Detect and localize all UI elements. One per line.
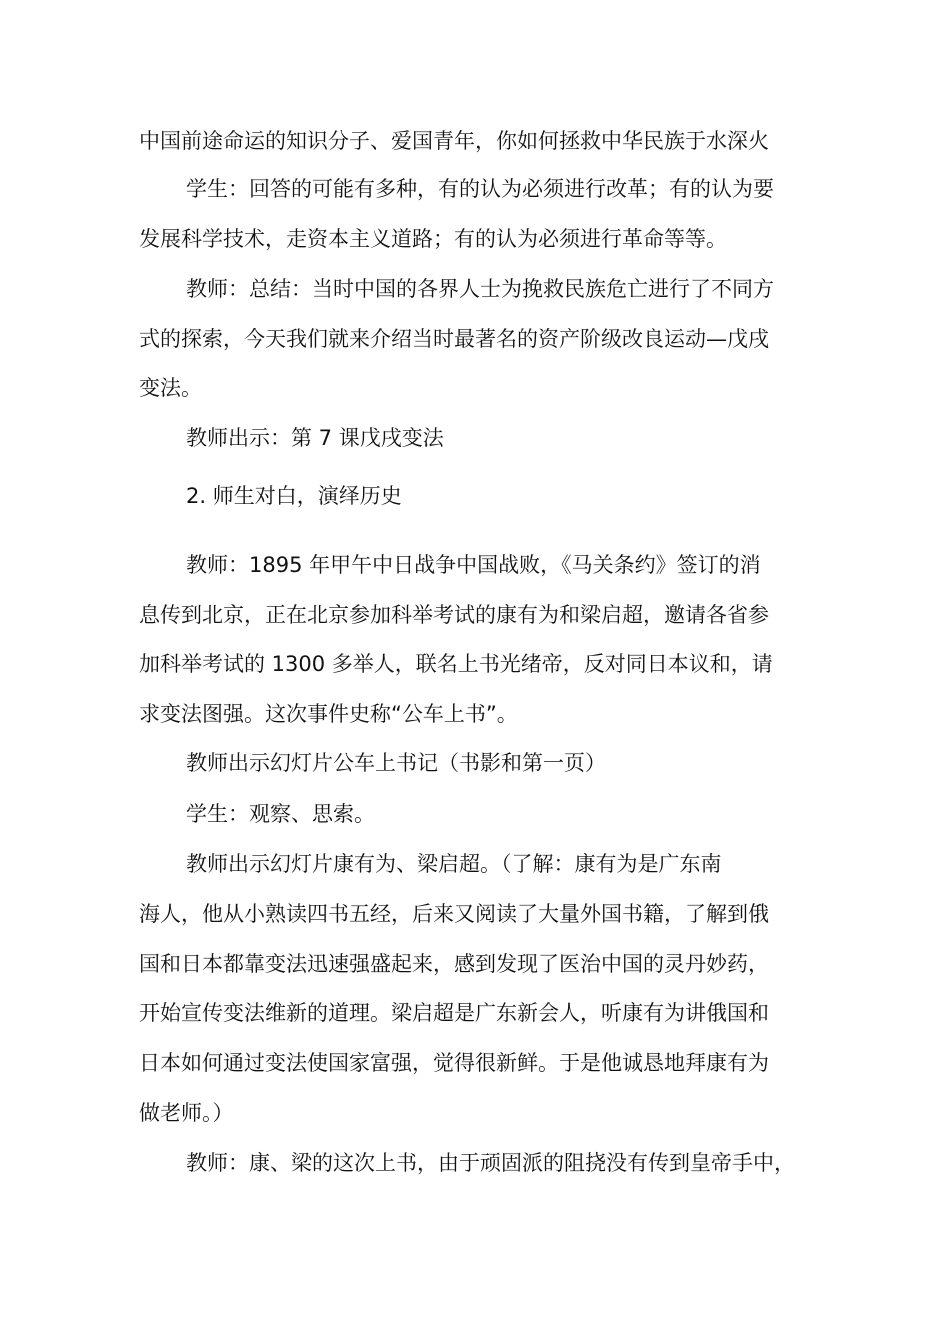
text-line: 日本如何通过变法使国家富强，觉得很新鲜。于是他诚恳地拜康有为 bbox=[139, 1051, 769, 1075]
text-line: 教师出示：第 7 课戊戌变法 bbox=[186, 426, 444, 450]
text-line: 学生：观察、思索。 bbox=[186, 802, 375, 826]
text-line: 做老师。） bbox=[139, 1101, 234, 1125]
text-line: 教师：康、梁的这次上书，由于顽固派的阻挠没有传到皇帝手中， bbox=[186, 1151, 795, 1175]
text-line: 国和日本都靠变法迅速强盛起来，感到发现了医治中国的灵丹妙药， bbox=[139, 952, 769, 976]
section-heading: 2. 师生对白，演绎历史 bbox=[186, 484, 402, 508]
text-line: 发展科学技术，走资本主义道路；有的认为必须进行革命等等。 bbox=[139, 227, 727, 251]
text-line: 变法。 bbox=[139, 376, 202, 400]
text-line: 开始宣传变法维新的道理。梁启超是广东新会人，听康有为讲俄国和 bbox=[139, 1001, 769, 1025]
text-line: 中国前途命运的知识分子、爱国青年，你如何拯救中华民族于水深火 bbox=[139, 129, 769, 153]
text-line: 教师：1895 年甲午中日战争中国战败，《马关条约》签订的消 bbox=[186, 553, 761, 577]
text-line: 求变法图强。这次事件史称“公车上书”。 bbox=[139, 702, 518, 726]
text-line: 海人，他从小熟读四书五经，后来又阅读了大量外国书籍，了解到俄 bbox=[139, 902, 769, 926]
text-line: 教师：总结：当时中国的各界人士为挽救民族危亡进行了不同方 bbox=[186, 277, 774, 301]
text-line: 加科举考试的 1300 多举人，联名上书光绪帝，反对同日本议和，请 bbox=[139, 652, 773, 676]
text-line: 教师出示幻灯片公车上书记（书影和第一页） bbox=[186, 751, 606, 775]
text-line: 学生：回答的可能有多种，有的认为必须进行改革；有的认为要 bbox=[186, 177, 774, 201]
text-line: 式的探索，今天我们就来介绍当时最著名的资产阶级改良运动—戊戌 bbox=[139, 327, 769, 351]
text-line: 教师出示幻灯片康有为、梁启超。（了解：康有为是广东南 bbox=[186, 852, 722, 876]
text-line: 息传到北京，正在北京参加科举考试的康有为和梁启超，邀请各省参 bbox=[139, 603, 769, 627]
